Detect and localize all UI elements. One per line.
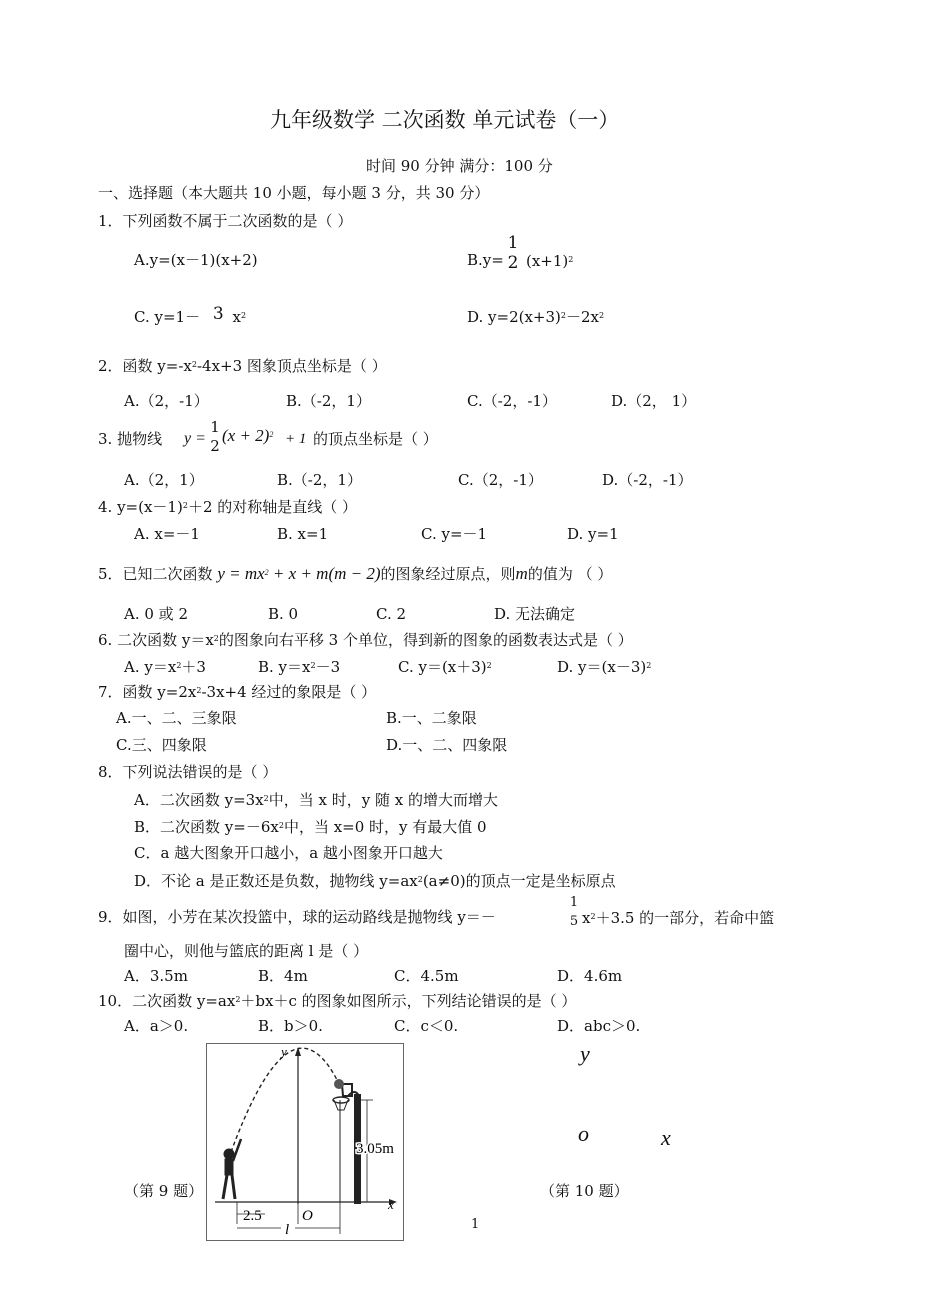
stem-text: 的图象向右平移 3 个单位，得到新的图象的函数表达式是（ ）	[218, 631, 633, 649]
option-text: B．二次函数 y=－6x	[134, 818, 279, 836]
question-6-stem	[98, 630, 633, 649]
page-title: 九年级数学 二次函数 单元试卷（一）	[270, 108, 620, 132]
question-6-option-c	[398, 657, 492, 676]
question-6-option-d	[557, 657, 651, 676]
square-exponent: 2	[568, 255, 574, 264]
question-1-stem: 1．下列函数不属于二次函数的是（ ）	[98, 212, 353, 230]
expr-text: －2x	[565, 308, 599, 326]
figure-10-x-label: x	[661, 1125, 671, 1150]
question-4-option-d: D. y=1	[567, 525, 619, 543]
question-1-option-b-label: B.y=	[467, 251, 504, 269]
player-leg-right	[232, 1175, 235, 1199]
fraction-numerator: 1	[210, 418, 220, 436]
dist-label: 2.5	[243, 1208, 262, 1224]
stem-text: -4x+3 图象顶点坐标是（ ）	[196, 357, 387, 375]
square-exponent: 2	[590, 912, 596, 921]
y-axis-label: y	[281, 1044, 287, 1059]
question-2-stem	[98, 356, 387, 375]
question-7-option-c: C.三、四象限	[116, 736, 207, 754]
formula-part: + x + m(m − 2)	[272, 564, 381, 583]
square-exponent: 2	[235, 995, 241, 1004]
question-10-option-a: A．a＞0.	[124, 1017, 189, 1035]
question-1-fraction	[505, 233, 521, 273]
question-1-option-c	[134, 304, 247, 326]
question-1-option-b-expr	[526, 251, 573, 270]
l-label: l	[285, 1222, 290, 1238]
page-number: 1	[471, 1217, 480, 1232]
square-exponent: 2	[278, 821, 284, 830]
question-6-option-a	[124, 657, 206, 676]
stem-text: ＋bx＋c 的图象如图所示，下列结论错误的是（ ）	[240, 992, 577, 1010]
stem-text: 的图象经过原点，则	[380, 565, 516, 583]
question-4-option-a: A. x=－1	[134, 525, 200, 543]
question-8-option-c: C．a 越大图象开口越小，a 越小图象开口越大	[134, 844, 443, 862]
stem-text: ＋2 的对称轴是直线（ ）	[187, 498, 358, 516]
question-8-stem: 8．下列说法错误的是（ ）	[98, 763, 278, 781]
option-text: (a≠0)的顶点一定是坐标原点	[422, 872, 616, 890]
question-3-option-d: D.（-2，-1）	[602, 471, 693, 489]
option-text: D．不论 a 是正数还是负数，抛物线 y=ax	[134, 872, 418, 890]
figure-10-o-label: o	[578, 1121, 589, 1146]
question-5-option-c: C. 2	[376, 605, 407, 623]
question-9-stem-end	[582, 908, 774, 927]
figure-9-basketball	[206, 1043, 404, 1241]
square-exponent: 2	[646, 661, 652, 670]
question-10-option-b: B．b＞0.	[258, 1017, 323, 1035]
question-7-option-b: B.一、二象限	[386, 709, 477, 727]
square-exponent: 2	[599, 311, 605, 320]
question-4-option-b: B. x=1	[277, 525, 329, 543]
square-exponent: 2	[310, 661, 316, 670]
question-10-stem	[98, 991, 576, 1010]
origin-label: O	[302, 1208, 313, 1224]
section-heading: 一、选择题（本大题共 10 小题，每小题 3 分，共 30 分）	[98, 184, 490, 202]
variable-m: m	[515, 564, 528, 583]
question-3-expression	[222, 426, 273, 445]
figure-9-caption: （第 9 题）	[124, 1182, 204, 1200]
square-exponent: 2	[417, 875, 423, 884]
question-1-option-a: A.y=(x－1)(x+2)	[134, 251, 258, 269]
figure-10-caption: （第 10 题）	[540, 1182, 629, 1200]
player-head	[224, 1149, 234, 1159]
fraction-numerator: 1	[507, 233, 519, 253]
fraction-denominator: 5	[569, 914, 579, 929]
square-exponent: 2	[182, 501, 188, 510]
square-exponent: 2	[264, 568, 269, 577]
stem-text: 6. 二次函数 y＝x	[98, 631, 214, 649]
option-text: 中，当 x=0 时，y 有最大值 0	[283, 818, 487, 836]
question-3-fraction	[209, 418, 221, 456]
question-7-stem	[98, 682, 376, 701]
hoop-net	[334, 1100, 348, 1110]
fraction-numerator: 1	[569, 895, 579, 910]
square-exponent: 2	[269, 430, 274, 439]
question-5-option-b: B. 0	[268, 605, 299, 623]
question-8-option-d	[134, 871, 616, 890]
question-5-option-a: A. 0 或 2	[124, 605, 188, 623]
question-4-stem	[98, 497, 357, 516]
question-5-stem	[98, 564, 612, 583]
formula	[217, 564, 380, 583]
stem-text: x	[582, 909, 591, 927]
option-text: ＋3	[181, 658, 206, 676]
fraction-denominator: 2	[507, 253, 519, 273]
hoop-rim	[333, 1097, 349, 1103]
question-4-option-c: C. y=－1	[421, 525, 488, 543]
ball-trajectory	[231, 1048, 341, 1152]
question-2-option-b: B.（-2，1）	[286, 392, 371, 410]
question-3-stem-end: 的顶点坐标是（ ）	[313, 430, 438, 448]
stem-text: 2．函数 y=-x	[98, 357, 192, 375]
figure-10-y-label: y	[580, 1041, 590, 1066]
question-2-option-c: C.（-2，-1）	[467, 392, 557, 410]
question-9-stem-line-2: 圈中心，则他与篮底的距离 l 是（ ）	[124, 942, 369, 960]
option-text: B. y＝x	[258, 658, 311, 676]
option-text: A. y＝x	[124, 658, 177, 676]
stem-text: 的值为 （ ）	[527, 565, 613, 583]
question-2-option-a: A.（2，-1）	[124, 392, 209, 410]
square-exponent: 2	[213, 634, 219, 643]
formula-part: y = mx	[217, 564, 265, 583]
square-exponent: 2	[560, 311, 566, 320]
question-10-option-d: D．abc＞0.	[557, 1017, 641, 1035]
height-label: 3.05m	[356, 1141, 394, 1157]
exam-info: 时间 90 分钟 满分：100 分	[366, 157, 553, 175]
question-9-option-c: C．4.5m	[394, 967, 459, 985]
basketball	[334, 1079, 344, 1089]
stem-text: ＋3.5 的一部分，若命中篮	[595, 909, 775, 927]
paren-expr: (x + 2)	[222, 426, 270, 445]
square-exponent: 2	[240, 311, 247, 320]
expr-text: x	[232, 308, 241, 326]
stem-text: 5．已知二次函数	[98, 565, 213, 583]
stem-text: -3x+4 经过的象限是（ ）	[201, 683, 377, 701]
square-exponent: 2	[191, 360, 197, 369]
question-3-option-b: B.（-2，1）	[277, 471, 362, 489]
figure-9-drawing	[207, 1044, 403, 1240]
question-6-option-b	[258, 657, 340, 676]
option-text: 中，当 x 时，y 随 x 的增大而增大	[268, 791, 498, 809]
question-3-option-a: A.（2，1）	[124, 471, 204, 489]
question-7-option-d: D.一、二、四象限	[386, 736, 508, 754]
question-3-plus-one: + 1	[285, 431, 307, 447]
stem-text: 10．二次函数 y=ax	[98, 992, 236, 1010]
question-1-option-d	[467, 307, 604, 326]
option-text: D. y＝(x－3)	[557, 658, 647, 676]
square-exponent: 2	[263, 794, 269, 803]
option-text: C. y＝(x＋3)	[398, 658, 487, 676]
question-9-stem: 9．如图，小芳在某次投篮中，球的运动路线是抛物线 y＝－	[98, 908, 496, 926]
question-2-option-d: D.（2， 1）	[611, 392, 697, 410]
question-9-fraction	[568, 893, 580, 931]
question-8-option-a	[134, 790, 498, 809]
question-3-option-c: C.（2，-1）	[458, 471, 543, 489]
question-9-option-d: D．4.6m	[557, 967, 623, 985]
expr-text: D. y=2(x+3)	[467, 308, 561, 326]
fraction-denominator: 2	[210, 437, 220, 455]
question-3-stem: 3. 抛物线	[98, 430, 163, 448]
question-3-y-eq: y =	[184, 430, 206, 447]
stem-text: 4. y=(x－1)	[98, 498, 183, 516]
question-7-option-a: A.一、二、三象限	[116, 709, 237, 727]
question-10-option-c: C．c＜0.	[394, 1017, 459, 1035]
square-exponent: 2	[196, 686, 202, 695]
question-9-option-a: A．3.5m	[124, 967, 188, 985]
expr-text: C. y=1－	[134, 308, 201, 326]
expr-text: (x+1)	[526, 252, 569, 270]
player-body	[225, 1159, 233, 1175]
question-8-option-b	[134, 817, 487, 836]
x-axis-label: x	[388, 1197, 394, 1212]
square-exponent: 2	[176, 661, 182, 670]
option-text: －3	[315, 658, 341, 676]
option-text: A．二次函数 y=3x	[134, 791, 264, 809]
question-9-option-b: B．4m	[258, 967, 308, 985]
big-number: 3	[212, 304, 224, 324]
player-leg-left	[223, 1175, 227, 1199]
stem-text: 7．函数 y=2x	[98, 683, 197, 701]
square-exponent: 2	[486, 661, 492, 670]
question-5-option-d: D. 无法确定	[494, 605, 576, 623]
